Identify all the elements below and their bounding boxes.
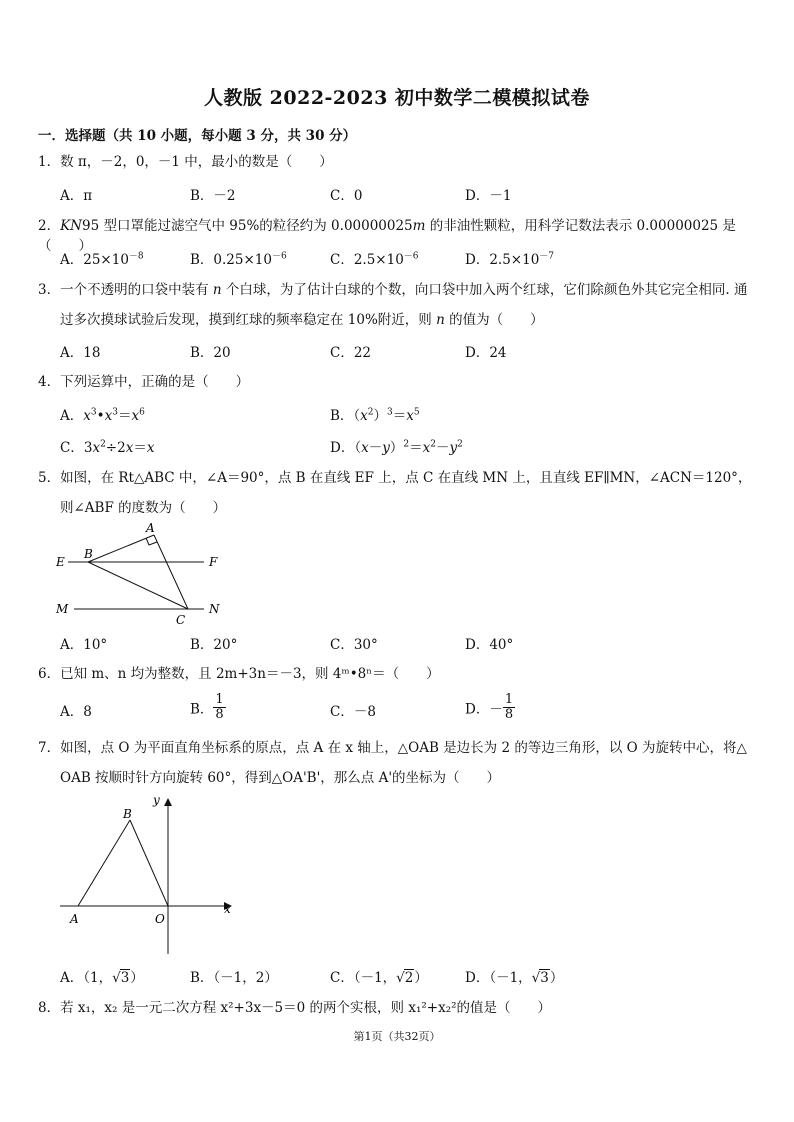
segment-bo: [130, 820, 168, 906]
question-5-figure: [52, 520, 232, 630]
page-footer: 第1页（共32页）: [353, 1030, 441, 1043]
q1-option-c[interactable]: C．0: [330, 188, 363, 204]
q1-option-a[interactable]: A．π: [60, 188, 93, 204]
label-b: B: [123, 807, 132, 821]
label-b: B: [84, 547, 93, 561]
question-2-stem: 2．KN95 型口罩能过滤空气中 95%的粒径约为 0.00000025m 的非油性颗粒，用科学记数法表示 0.00000025 是（ ）: [38, 218, 736, 254]
q7-option-c[interactable]: C．（－1，√2）: [330, 970, 428, 986]
label-e: E: [56, 555, 65, 569]
question-2-options: [60, 248, 760, 270]
question-6-options: [60, 693, 760, 727]
question-5-stem-line1: 5．如图，在 Rt△ABC 中，∠A＝90°，点 B 在直线 EF 上，点 C 在直线 MN 上，且直线 EF∥MN，∠ACN＝120°，: [38, 470, 752, 486]
question-5-stem-line2: 则∠ABF 的度数为（ ）: [60, 500, 227, 516]
q4-option-d[interactable]: D．$(x-y)^2=x^2-y^2$: [330, 439, 463, 456]
segment-bc: [88, 562, 188, 609]
label-o: O: [155, 912, 165, 926]
question-3-stem-line1: 3．一个不透明的口袋中装有 n 个白球，为了估计白球的个数，向口袋中加入两个红球，它们除颜色外其它完全相同. 通: [38, 282, 748, 298]
section-heading: 一．选择题（共 10 小题，每小题 3 分，共 30 分）: [38, 128, 357, 144]
q5-option-d[interactable]: D．40°: [465, 637, 514, 653]
q6-option-c[interactable]: C．－8: [330, 704, 376, 720]
q7-option-b[interactable]: B．（－1，2）: [190, 970, 278, 986]
label-f: F: [209, 555, 218, 569]
y-axis-arrow: [164, 798, 172, 806]
question-4-stem: 4．下列运算中，正确的是（ ）: [38, 374, 250, 390]
q7-option-a[interactable]: A．（1，√3）: [60, 970, 144, 986]
q3-option-c[interactable]: C．22: [330, 345, 372, 361]
segment-ac: [154, 535, 188, 609]
q4-option-c[interactable]: C．$3x^2\div 2x=x$: [60, 439, 155, 456]
q3-option-b[interactable]: B．20: [190, 345, 231, 361]
question-1-options: [60, 184, 760, 206]
q6-option-a[interactable]: A．8: [60, 704, 92, 720]
label-y: y: [153, 793, 160, 807]
segment-ab: [78, 820, 130, 906]
q6-option-b[interactable]: B． $\frac{1}{8}$: [190, 692, 224, 722]
label-x: x: [224, 902, 231, 916]
segment-ba: [88, 535, 154, 562]
label-m: M: [56, 602, 69, 616]
question-6-stem: 6．已知 m、n 均为整数，且 2m+3n＝－3，则 4ᵐ•8ⁿ＝（ ）: [38, 666, 440, 682]
q1-option-b[interactable]: B．－2: [190, 188, 236, 204]
question-7-stem-line2: OAB 按顺时针方向旋转 60°，得到△OA'B'，那么点 A'的坐标为（ ）: [60, 770, 501, 786]
q1-option-d[interactable]: D．－1: [465, 188, 512, 204]
question-5-options: [60, 633, 760, 655]
label-c: C: [176, 613, 186, 627]
q7-option-d[interactable]: D．（－1，√3）: [465, 970, 564, 986]
question-7-figure: [52, 790, 252, 960]
page-title: 人教版 2022-2023 初中数学二模模拟试卷: [204, 87, 590, 109]
q2-option-b[interactable]: B．$0.25\times 10^{-6}$: [190, 251, 287, 268]
q3-option-a[interactable]: A．18: [60, 345, 101, 361]
question-7-options: [60, 966, 760, 988]
q2-option-c[interactable]: C．$2.5\times 10^{-6}$: [330, 251, 419, 268]
question-3-options: [60, 341, 760, 363]
question-4-options-row2: [60, 436, 760, 458]
q5-option-c[interactable]: C．30°: [330, 637, 378, 653]
question-8-stem: 8．若 x₁，x₂ 是一元二次方程 x²+3x－5＝0 的两个实根，则 x₁²+x₂²的值是（ ）: [38, 1000, 552, 1016]
label-n: N: [209, 602, 220, 616]
question-1-stem: 1．数 π，－2，0，－1 中，最小的数是（ ）: [38, 154, 333, 170]
question-7-stem-line1: 7．如图，点 O 为平面直角坐标系的原点，点 A 在 x 轴上，△OAB 是边长为 2 的等边三角形，以 O 为旋转中心，将△: [38, 740, 747, 756]
q4-option-b[interactable]: B．$(x^2)^3=x^5$: [330, 407, 420, 424]
q3-option-d[interactable]: D．24: [465, 345, 507, 361]
sum-of-squares-expression: x₁²+x₂²: [408, 1000, 457, 1016]
label-a: A: [146, 521, 155, 535]
q6-option-d[interactable]: D．－ $\frac{1}{8}$: [465, 692, 514, 722]
label-a: A: [70, 912, 79, 926]
q2-option-a[interactable]: A．$25\times 10^{-8}$: [60, 251, 144, 268]
q2-option-d[interactable]: D．$2.5\times 10^{-7}$: [465, 251, 555, 268]
question-3-stem-line2: 过多次摸球试验后发现，摸到红球的频率稳定在 10%附近，则 n 的值为（ ）: [60, 312, 544, 328]
q5-option-a[interactable]: A．10°: [60, 637, 108, 653]
q5-option-b[interactable]: B．20°: [190, 637, 238, 653]
q4-option-a[interactable]: A．$x^3•x^3=x^6$: [60, 407, 145, 424]
question-4-options-row1: [60, 404, 760, 426]
